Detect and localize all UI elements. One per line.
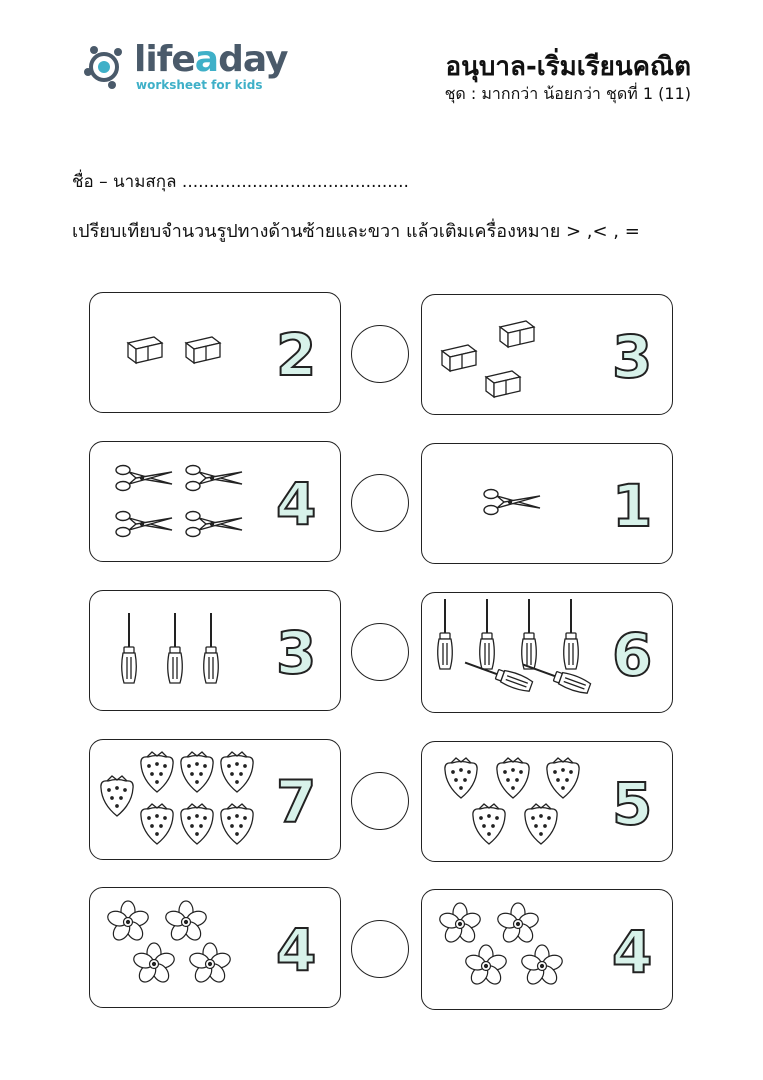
right-count-number: 1 (612, 472, 653, 540)
eraser-icon-group (422, 295, 622, 416)
scissors-icon-group (422, 444, 622, 565)
scissors-icon-group (90, 442, 290, 563)
strawberry-icon-group (422, 742, 622, 863)
right-count-number: 3 (612, 323, 653, 391)
flower-icon-group (90, 888, 290, 1009)
screwdriver-icon-group (422, 593, 622, 714)
worksheet-subtitle: ชุด : มากกว่า น้อยกว่า ชุดที่ 1 (11) (444, 84, 691, 103)
comparison-answer-circle[interactable] (351, 772, 409, 830)
worksheet-title: อนุบาล-เริ่มเรียนคณิต (445, 52, 691, 82)
left-count-number: 3 (276, 619, 317, 687)
left-picture-box (89, 887, 341, 1008)
name-field-line: ชื่อ – นามสกุล .......................................... (72, 172, 409, 192)
right-picture-box (421, 741, 673, 862)
right-picture-box (421, 889, 673, 1010)
molecule-logo-icon (82, 42, 132, 92)
left-count-number: 2 (276, 321, 317, 389)
comparison-answer-circle[interactable] (351, 623, 409, 681)
comparison-answer-circle[interactable] (351, 474, 409, 532)
right-count-number: 5 (612, 770, 653, 838)
comparison-answer-circle[interactable] (351, 325, 409, 383)
left-picture-box (89, 292, 341, 413)
left-picture-box (89, 441, 341, 562)
lifeaday-logo (82, 38, 288, 98)
strawberry-icon-group (90, 740, 290, 861)
right-count-number: 6 (612, 621, 653, 689)
right-picture-box (421, 443, 673, 564)
eraser-icon-group (90, 293, 290, 414)
logo-wordmark: lifeaday (134, 39, 288, 80)
left-picture-box (89, 739, 341, 860)
right-picture-box (421, 294, 673, 415)
left-picture-box (89, 590, 341, 711)
right-count-number: 4 (612, 918, 653, 986)
logo-tagline: worksheet for kids (136, 78, 263, 92)
left-count-number: 4 (276, 470, 317, 538)
comparison-answer-circle[interactable] (351, 920, 409, 978)
right-picture-box (421, 592, 673, 713)
flower-icon-group (422, 890, 622, 1011)
screwdriver-icon-group (90, 591, 290, 712)
left-count-number: 4 (276, 916, 317, 984)
left-count-number: 7 (276, 768, 317, 836)
instruction-text: เปรียบเทียบจำนวนรูปทางด้านซ้ายและขวา แล้วเติมเครื่องหมาย > ,< , = (72, 221, 640, 242)
